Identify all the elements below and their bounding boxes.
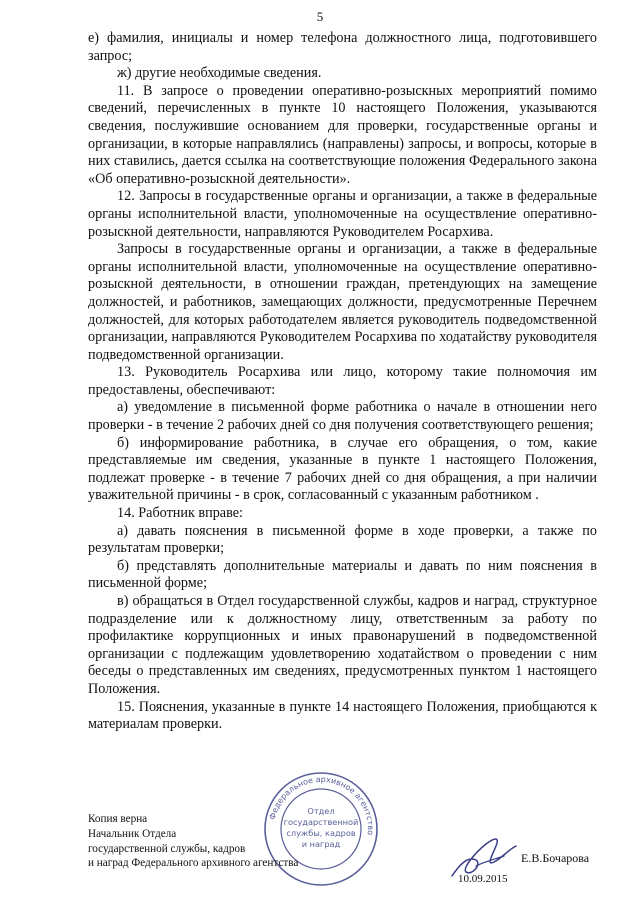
signature-date: 10.09.2015	[458, 873, 508, 885]
paragraph: е) фамилия, инициалы и номер телефона должностного лица, подготовившего запрос;	[88, 30, 597, 64]
signatory-name: Е.В.Бочарова	[521, 851, 590, 865]
paragraph: в) обращаться в Отдел государственной службы, кадров и наград, структурное подразделение или к должностному лицу, ответственным за работу по профилактике коррупционных и иных правонарушений в подведомственной организации с подлежащим удовлетворению ходатайством о проведении с ним беседы о представленных им сведениях, предусмотренных пунктом 1 настоящего Положения.	[88, 593, 597, 697]
paragraph: а) давать пояснения в письменной форме в ходе проверки, а также по результатам проверки;	[88, 522, 597, 557]
paragraph: 11. В запросе о проведении оперативно-розыскных мероприятий помимо сведений, перечисленных в пункте 10 настоящего Положения, указываются сведения, послужившие основанием для проверки, государственные органы и организации, в которые направлялись (направлены) запросы, и вопросы, которые в них ставились, дается ссылка на соответствующие положения Федерального закона «Об оперативно-розыскной деятельности».	[88, 82, 597, 187]
paragraph: Запросы в государственные органы и организации, а также в федеральные органы исполнительной власти, уполномоченные на осуществление оперативно-розыскной деятельности, в отношении граждан, претендующих на замещение должностей, и работников, замещающих должности, предусмотренные Перечнем должностей, для которых работодателем является руководитель подведомственной организации, направляются Руководителем Росархива по ходатайству руководителя подведомственной организации.	[88, 241, 597, 363]
certification-line: Копия верна	[88, 813, 148, 825]
page-number: 5	[316, 9, 324, 24]
paragraph: б) представлять дополнительные материалы и давать по ним пояснения в письменной форме;	[88, 557, 597, 592]
stamp-line: государственной	[283, 817, 359, 827]
paragraph: 12. Запросы в государственные органы и организации, а также в федеральные органы исполнительной власти, уполномоченные на осуществление оперативно-розыскной деятельности, направляются Руководителем Росархива.	[88, 188, 597, 240]
certification-line: государственной службы, кадров	[88, 842, 246, 855]
certification-line: Начальник Отдела	[88, 827, 177, 840]
stamp-ring-text: Федеральное архивное агентство	[267, 774, 376, 836]
stamp-line: и наград	[301, 839, 341, 849]
paragraph: ж) другие необходимые сведения.	[117, 65, 322, 82]
stamp-line: Отдел	[307, 806, 335, 816]
document-body	[88, 30, 597, 734]
paragraph: а) уведомление в письменной форме работника о начале в отношении него проверки - в течение 2 рабочих дней со дня получения соответствующего решения;	[88, 399, 597, 434]
certification-line: и наград Федерального архивного агентства	[88, 857, 299, 870]
paragraph: 14. Работник вправе:	[117, 505, 243, 522]
paragraph: 13. Руководитель Росархива или лицо, которому такие полномочия им предоставлены, обеспечивают:	[88, 364, 597, 398]
stamp-line: службы, кадров	[286, 828, 356, 838]
paragraph: б) информирование работника, в случае его обращения, о том, какие представляемые им сведения, указанные в пункте 1 настоящего Положения, подлежат проверке - в течение 7 рабочих дней со дня обращения, а при наличии уважительной причины - в срок, согласованный с указанным работником .	[88, 434, 597, 504]
certification-block	[88, 812, 298, 871]
paragraph: 15. Пояснения, указанные в пункте 14 настоящего Положения, приобщаются к материалам проверки.	[88, 698, 597, 733]
